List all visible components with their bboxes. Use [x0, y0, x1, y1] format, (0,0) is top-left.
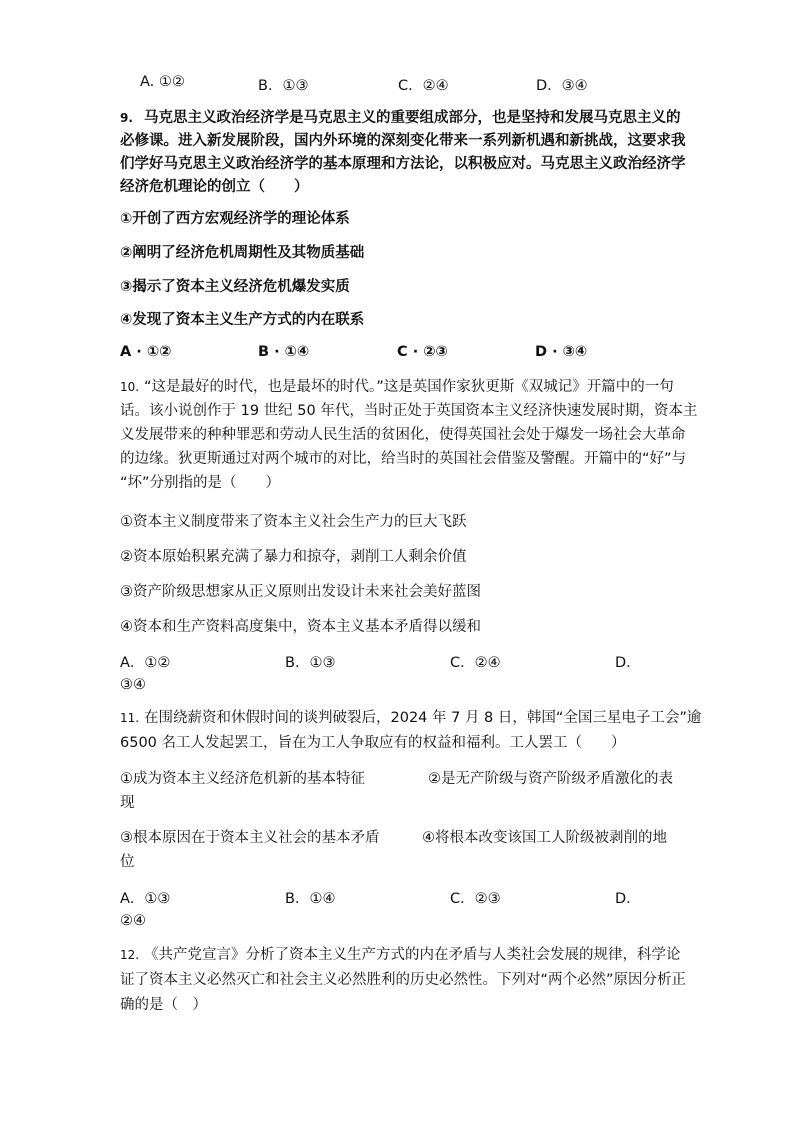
q10-option-d-wrap: ③④	[120, 677, 146, 693]
q9-number: 9.	[120, 111, 133, 125]
q11-option-a[interactable]: A．①③	[120, 891, 171, 907]
q10-options	[120, 651, 680, 673]
q10-statement-1: ①资本主义制度带来了资本主义社会生产力的巨大飞跃	[120, 514, 467, 530]
q10-option-a[interactable]: A．①②	[120, 655, 171, 671]
q9-option-b[interactable]: B · ①④	[258, 344, 310, 360]
q11-statement-4: ④将根本改变该国工人阶级被剥削的地	[422, 830, 667, 846]
q8-option-c[interactable]: C．②④	[398, 78, 449, 94]
q12-stem-line-1: 12. 《共产党宣言》分析了资本主义生产方式的内在矛盾与人类社会发展的规律，科学论	[120, 947, 681, 963]
q12-number: 12.	[120, 948, 140, 962]
q12-stem-line-2: 证了资本主义必然灭亡和社会主义必然胜利的历史必然性。下列对“两个必然”原因分析正	[120, 972, 687, 988]
q8-options	[120, 74, 680, 96]
q8-option-a[interactable]: A. ①②	[140, 74, 185, 90]
q10-stem-line-5: “坏”分别指的是（ ）	[120, 475, 281, 491]
q10-option-b[interactable]: B．①③	[285, 655, 336, 671]
q9-stem-line-3: 们学好马克思主义政治经济学的基本原理和方法论，以积极应对。马克思主义政治经济学	[120, 156, 686, 172]
q9-stem-line-2: 必修课。进入新发展阶段，国内外环境的深刻变化带来一系列新机遇和新挑战，这要求我	[120, 133, 686, 149]
q9-option-a[interactable]: A · ①②	[120, 344, 172, 360]
q11-stem-line-1: 11. 在围绕薪资和休假时间的谈判破裂后，2024 年 7 月 8 日，韩国“全国三星电子工会”逾	[120, 710, 702, 726]
q10-option-c[interactable]: C．②④	[450, 655, 501, 671]
q11-option-c[interactable]: C．②③	[450, 891, 501, 907]
q9-statement-4: ④发现了资本主义生产方式的内在联系	[120, 312, 365, 328]
q11-statement-2: ②是无产阶级与资产阶级矛盾激化的表	[428, 771, 673, 787]
q11-statement-4-wrap: 位	[120, 854, 135, 870]
q9-stem-line-4: 经济危机理论的创立（ ）	[120, 179, 309, 195]
q11-number: 11.	[120, 711, 140, 725]
q9-statement-1: ①开创了西方宏观经济学的理论体系	[120, 211, 350, 227]
q9-stem-line-1: 9. 马克思主义政治经济学是马克思主义的重要组成部分，也是坚持和发展马克思主义的	[120, 110, 681, 126]
q10-stem-line-2: 话。该小说创作于 19 世纪 50 年代，当时正处于英国资本主义经济快速发展时期，资本主	[120, 403, 698, 419]
q8-option-b[interactable]: B．①③	[258, 78, 309, 94]
q9-statement-2: ②阐明了经济危机周期性及其物质基础	[120, 245, 365, 261]
q10-statement-2: ②资本原始积累充满了暴力和掠夺，剥削工人剩余价值	[120, 549, 467, 565]
q11-option-d[interactable]: D．	[615, 891, 641, 907]
q10-stem-line-3: 义发展带来的种种罪恶和劳动人民生活的贫困化，使得英国社会处于爆发一场社会大革命	[120, 427, 686, 443]
q11-statement-2-wrap: 现	[120, 795, 135, 811]
q10-option-d[interactable]: D．	[615, 655, 641, 671]
q9-option-d[interactable]: D · ③④	[535, 344, 588, 360]
q10-stem-line-1: 10. “这是最好的时代，也是最坏的时代。”这是英国作家狄更斯《双城记》开篇中的一句	[120, 379, 674, 395]
q9-options	[120, 344, 680, 366]
q11-options	[120, 887, 680, 909]
q9-option-c[interactable]: C · ②③	[397, 344, 448, 360]
q8-option-d[interactable]: D．③④	[536, 78, 588, 94]
q11-stem-line-2: 6500 名工人发起罢工，旨在为工人争取应有的权益和福利。工人罢工（ ）	[120, 735, 626, 751]
q11-statement-3: ③根本原因在于资本主义社会的基本矛盾	[120, 830, 380, 846]
q10-stem-line-4: 的边缘。狄更斯通过对两个城市的对比，给当时的英国社会借鉴及警醒。开篇中的“好”与	[120, 451, 687, 467]
q11-option-b[interactable]: B．①④	[285, 891, 336, 907]
q11-option-d-wrap: ②④	[120, 913, 146, 929]
q11-statement-1: ①成为资本主义经济危机新的基本特征	[120, 771, 365, 787]
q10-statement-3: ③资产阶级思想家从正义原则出发设计未来社会美好蓝图	[120, 584, 481, 600]
q10-statement-4: ④资本和生产资料高度集中，资本主义基本矛盾得以缓和	[120, 619, 481, 635]
q10-number: 10.	[120, 380, 140, 394]
q12-stem-line-3: 确的是（ ）	[120, 997, 207, 1013]
q9-statement-3: ③揭示了资本主义经济危机爆发实质	[120, 279, 350, 295]
